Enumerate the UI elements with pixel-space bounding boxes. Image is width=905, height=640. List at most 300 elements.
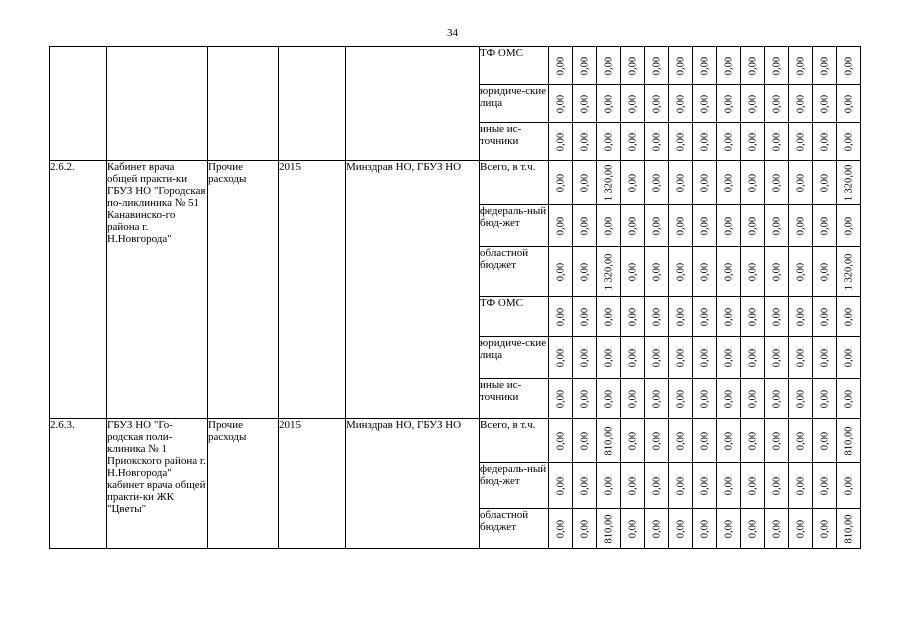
amount-cell — [597, 205, 621, 247]
amount-cell — [645, 247, 669, 297]
funding-source — [480, 85, 549, 123]
amount-value: 0,00 — [555, 173, 566, 192]
funding-source — [480, 247, 549, 297]
funding-source-label: ТФ ОМС — [480, 297, 523, 309]
amount-value: 0,00 — [675, 519, 686, 538]
amount-value: 0,00 — [627, 307, 638, 326]
amount-value: 0,00 — [555, 519, 566, 538]
amount-cell — [573, 509, 597, 549]
amount-value: 0,00 — [795, 173, 806, 192]
amount-value: 0,00 — [555, 94, 566, 113]
amount-value: 0,00 — [723, 132, 734, 151]
amount-cell — [789, 297, 813, 337]
amount-cell — [549, 205, 573, 247]
amount-value: 0,00 — [819, 348, 830, 367]
amount-value: 0,00 — [651, 476, 662, 495]
amount-value: 0,00 — [747, 173, 758, 192]
amount-cell — [837, 297, 861, 337]
amount-cell — [789, 337, 813, 379]
amount-value: 810,00 — [843, 426, 854, 455]
amount-value: 0,00 — [795, 216, 806, 235]
amount-cell — [621, 337, 645, 379]
amount-value: 0,00 — [771, 94, 782, 113]
amount-cell — [645, 509, 669, 549]
amount-value: 0,00 — [579, 431, 590, 450]
amount-cell — [765, 205, 789, 247]
amount-value: 0,00 — [555, 56, 566, 75]
amount-value: 0,00 — [651, 262, 662, 281]
amount-value: 0,00 — [723, 431, 734, 450]
funding-source — [480, 337, 549, 379]
amount-cell — [597, 123, 621, 161]
year — [279, 47, 346, 161]
amount-value: 0,00 — [627, 173, 638, 192]
amount-cell — [741, 205, 765, 247]
amount-value: 0,00 — [627, 94, 638, 113]
amount-value: 810,00 — [843, 514, 854, 543]
amount-cell — [789, 463, 813, 509]
table-row — [50, 47, 861, 85]
amount-value: 0,00 — [795, 56, 806, 75]
amount-cell — [741, 509, 765, 549]
amount-cell — [837, 161, 861, 205]
amount-cell — [573, 463, 597, 509]
amount-cell — [573, 419, 597, 463]
amount-value: 0,00 — [675, 56, 686, 75]
table-row — [50, 161, 861, 205]
item-code: 2.6.2. — [50, 161, 107, 419]
amount-value: 0,00 — [699, 56, 710, 75]
amount-value: 0,00 — [819, 132, 830, 151]
amount-cell — [597, 47, 621, 85]
amount-value: 0,00 — [699, 519, 710, 538]
amount-value: 0,00 — [843, 216, 854, 235]
amount-cell — [717, 509, 741, 549]
amount-value: 0,00 — [747, 519, 758, 538]
amount-cell — [573, 123, 597, 161]
amount-cell — [549, 47, 573, 85]
amount-cell — [669, 123, 693, 161]
amount-cell — [717, 297, 741, 337]
amount-value: 0,00 — [699, 348, 710, 367]
amount-cell — [669, 85, 693, 123]
funding-source — [480, 47, 549, 85]
amount-cell — [789, 161, 813, 205]
amount-cell — [693, 463, 717, 509]
amount-cell — [693, 297, 717, 337]
amount-value: 0,00 — [579, 173, 590, 192]
amount-cell — [645, 379, 669, 419]
amount-value: 0,00 — [819, 307, 830, 326]
amount-cell — [549, 337, 573, 379]
amount-value: 0,00 — [819, 173, 830, 192]
amount-value: 0,00 — [771, 431, 782, 450]
amount-value: 1 320,00 — [843, 253, 854, 290]
amount-value: 0,00 — [675, 132, 686, 151]
amount-value: 0,00 — [771, 173, 782, 192]
amount-cell — [837, 379, 861, 419]
amount-value: 0,00 — [579, 262, 590, 281]
amount-cell — [645, 47, 669, 85]
amount-value: 0,00 — [771, 389, 782, 408]
amount-cell — [549, 297, 573, 337]
amount-cell — [645, 205, 669, 247]
amount-value: 0,00 — [843, 307, 854, 326]
amount-value: 0,00 — [795, 476, 806, 495]
funding-source — [480, 161, 549, 205]
amount-cell — [813, 379, 837, 419]
amount-value: 0,00 — [579, 56, 590, 75]
amount-cell — [837, 247, 861, 297]
amount-value: 0,00 — [651, 56, 662, 75]
item-code — [50, 47, 107, 161]
amount-cell — [813, 123, 837, 161]
amount-cell — [597, 161, 621, 205]
amount-cell — [597, 85, 621, 123]
funding-source-label: Всего, в т.ч. — [480, 419, 536, 431]
amount-value: 0,00 — [699, 132, 710, 151]
amount-cell — [669, 161, 693, 205]
amount-value: 0,00 — [747, 94, 758, 113]
amount-cell — [573, 379, 597, 419]
amount-cell — [717, 161, 741, 205]
amount-value: 0,00 — [723, 307, 734, 326]
amount-cell — [717, 379, 741, 419]
amount-value: 0,00 — [771, 56, 782, 75]
amount-cell — [573, 85, 597, 123]
amount-cell — [645, 123, 669, 161]
amount-value: 0,00 — [651, 173, 662, 192]
amount-value: 810,00 — [603, 514, 614, 543]
amount-cell — [765, 379, 789, 419]
amount-value: 0,00 — [627, 431, 638, 450]
amount-value: 0,00 — [795, 519, 806, 538]
amount-value: 0,00 — [747, 262, 758, 281]
amount-value: 0,00 — [579, 348, 590, 367]
amount-cell — [621, 297, 645, 337]
amount-cell — [597, 337, 621, 379]
amount-cell — [789, 419, 813, 463]
amount-cell — [549, 509, 573, 549]
amount-cell — [765, 85, 789, 123]
amount-cell — [789, 123, 813, 161]
amount-value: 0,00 — [747, 307, 758, 326]
amount-cell — [837, 123, 861, 161]
amount-cell — [573, 337, 597, 379]
expense-type — [208, 47, 279, 161]
amount-cell — [837, 419, 861, 463]
amount-value: 0,00 — [723, 389, 734, 408]
amount-cell — [621, 509, 645, 549]
amount-value: 0,00 — [603, 348, 614, 367]
amount-value: 0,00 — [675, 307, 686, 326]
amount-value: 0,00 — [819, 94, 830, 113]
amount-value: 0,00 — [555, 307, 566, 326]
amount-cell — [573, 47, 597, 85]
amount-value: 0,00 — [627, 519, 638, 538]
amount-value: 0,00 — [603, 476, 614, 495]
amount-cell — [549, 379, 573, 419]
amount-value: 0,00 — [675, 348, 686, 367]
amount-cell — [693, 85, 717, 123]
amount-value: 0,00 — [675, 173, 686, 192]
funding-source — [480, 509, 549, 549]
amount-cell — [741, 47, 765, 85]
amount-cell — [693, 161, 717, 205]
amount-value: 0,00 — [651, 307, 662, 326]
amount-cell — [621, 379, 645, 419]
amount-cell — [669, 297, 693, 337]
amount-value: 0,00 — [723, 262, 734, 281]
amount-cell — [717, 247, 741, 297]
amount-value: 0,00 — [651, 216, 662, 235]
amount-cell — [741, 419, 765, 463]
amount-value: 0,00 — [627, 132, 638, 151]
amount-value: 0,00 — [699, 431, 710, 450]
amount-cell — [717, 337, 741, 379]
amount-cell — [765, 463, 789, 509]
amount-value: 0,00 — [819, 389, 830, 408]
amount-value: 0,00 — [651, 132, 662, 151]
amount-value: 0,00 — [651, 94, 662, 113]
amount-cell — [813, 247, 837, 297]
funding-source-label: юридиче-ские лица — [480, 337, 547, 361]
amount-value: 0,00 — [651, 389, 662, 408]
funding-source-label: Всего, в т.ч. — [480, 161, 536, 173]
funding-source — [480, 379, 549, 419]
amount-cell — [669, 205, 693, 247]
amount-value: 1 320,00 — [603, 164, 614, 201]
amount-value: 0,00 — [699, 307, 710, 326]
amount-value: 0,00 — [819, 476, 830, 495]
amount-value: 0,00 — [795, 132, 806, 151]
amount-value: 0,00 — [699, 94, 710, 113]
amount-cell — [669, 47, 693, 85]
amount-value: 0,00 — [675, 262, 686, 281]
amount-cell — [741, 161, 765, 205]
expense-type: Прочие расходы — [208, 419, 279, 549]
table-row — [50, 419, 861, 463]
amount-value: 0,00 — [747, 216, 758, 235]
executor: Минздрав НО, ГБУЗ НО — [346, 419, 480, 549]
amount-cell — [837, 47, 861, 85]
amount-cell — [549, 463, 573, 509]
amount-value: 0,00 — [843, 94, 854, 113]
amount-cell — [813, 297, 837, 337]
amount-value: 1 320,00 — [603, 253, 614, 290]
amount-value: 0,00 — [723, 519, 734, 538]
amount-cell — [621, 123, 645, 161]
amount-cell — [669, 379, 693, 419]
funding-source — [480, 463, 549, 509]
amount-cell — [813, 47, 837, 85]
amount-cell — [645, 463, 669, 509]
amount-cell — [765, 297, 789, 337]
amount-cell — [765, 419, 789, 463]
funding-source-label: федераль-ный бюд-жет — [480, 205, 547, 229]
amount-cell — [693, 337, 717, 379]
funding-source-label: иные ис-точники — [480, 379, 522, 403]
amount-cell — [741, 337, 765, 379]
year: 2015 — [279, 419, 346, 549]
amount-value: 0,00 — [723, 216, 734, 235]
amount-cell — [621, 161, 645, 205]
amount-cell — [813, 463, 837, 509]
funding-source-label: областной бюджет — [480, 509, 529, 533]
amount-cell — [693, 205, 717, 247]
amount-value: 0,00 — [723, 348, 734, 367]
amount-value: 0,00 — [699, 216, 710, 235]
amount-cell — [741, 379, 765, 419]
amount-cell — [693, 419, 717, 463]
amount-cell — [789, 85, 813, 123]
funding-source-label: ТФ ОМС — [480, 47, 523, 59]
amount-value: 0,00 — [579, 476, 590, 495]
amount-value: 0,00 — [819, 519, 830, 538]
item-name: Кабинет врача общей практи-ки ГБУЗ НО "Городская по-ликлиника № 51 Канавинско-го района г. Н.Новгорода" — [107, 161, 208, 419]
amount-value: 0,00 — [555, 216, 566, 235]
amount-cell — [741, 85, 765, 123]
funding-source-label: федераль-ный бюд-жет — [480, 463, 547, 487]
amount-value: 0,00 — [771, 519, 782, 538]
amount-cell — [717, 463, 741, 509]
amount-cell — [789, 205, 813, 247]
amount-cell — [837, 509, 861, 549]
amount-value: 0,00 — [579, 94, 590, 113]
amount-value: 0,00 — [723, 56, 734, 75]
amount-value: 0,00 — [723, 476, 734, 495]
amount-cell — [669, 337, 693, 379]
amount-cell — [645, 161, 669, 205]
amount-cell — [549, 85, 573, 123]
amount-cell — [693, 47, 717, 85]
amount-cell — [837, 85, 861, 123]
amount-value: 0,00 — [699, 476, 710, 495]
amount-cell — [693, 247, 717, 297]
amount-value: 0,00 — [771, 262, 782, 281]
amount-cell — [597, 463, 621, 509]
amount-value: 0,00 — [675, 431, 686, 450]
amount-value: 0,00 — [771, 216, 782, 235]
amount-value: 0,00 — [603, 94, 614, 113]
amount-cell — [573, 247, 597, 297]
amount-value: 0,00 — [795, 94, 806, 113]
amount-cell — [789, 47, 813, 85]
funding-source — [480, 297, 549, 337]
amount-cell — [573, 297, 597, 337]
amount-value: 0,00 — [651, 348, 662, 367]
amount-value: 0,00 — [603, 56, 614, 75]
amount-value: 0,00 — [579, 519, 590, 538]
amount-cell — [597, 509, 621, 549]
amount-value: 0,00 — [699, 173, 710, 192]
item-code: 2.6.3. — [50, 419, 107, 549]
funding-source — [480, 123, 549, 161]
amount-cell — [549, 247, 573, 297]
amount-cell — [837, 463, 861, 509]
funding-source-label: юридиче-ские лица — [480, 85, 547, 109]
page-number: 34 — [447, 27, 458, 39]
amount-cell — [789, 509, 813, 549]
amount-value: 0,00 — [675, 94, 686, 113]
funding-source-label: иные ис-точники — [480, 123, 522, 147]
amount-value: 0,00 — [555, 389, 566, 408]
amount-value: 0,00 — [747, 132, 758, 151]
amount-value: 0,00 — [819, 216, 830, 235]
amount-value: 0,00 — [627, 262, 638, 281]
amount-value: 0,00 — [627, 56, 638, 75]
amount-value: 0,00 — [627, 389, 638, 408]
amount-cell — [765, 337, 789, 379]
amount-cell — [765, 247, 789, 297]
amount-cell — [669, 463, 693, 509]
amount-cell — [741, 247, 765, 297]
amount-cell — [837, 205, 861, 247]
amount-value: 0,00 — [555, 476, 566, 495]
amount-cell — [597, 247, 621, 297]
amount-value: 0,00 — [819, 262, 830, 281]
amount-value: 0,00 — [771, 307, 782, 326]
amount-cell — [717, 123, 741, 161]
amount-cell — [765, 161, 789, 205]
amount-cell — [813, 337, 837, 379]
amount-value: 810,00 — [603, 426, 614, 455]
amount-cell — [573, 161, 597, 205]
amount-cell — [813, 205, 837, 247]
executor: Минздрав НО, ГБУЗ НО — [346, 161, 480, 419]
amount-value: 0,00 — [627, 216, 638, 235]
amount-cell — [813, 509, 837, 549]
amount-cell — [765, 47, 789, 85]
amount-value: 0,00 — [843, 476, 854, 495]
amount-value: 0,00 — [651, 519, 662, 538]
year: 2015 — [279, 161, 346, 419]
amount-cell — [789, 379, 813, 419]
amount-cell — [597, 419, 621, 463]
amount-cell — [813, 419, 837, 463]
amount-value: 0,00 — [747, 56, 758, 75]
amount-cell — [669, 419, 693, 463]
amount-cell — [645, 419, 669, 463]
amount-value: 0,00 — [603, 216, 614, 235]
amount-cell — [717, 85, 741, 123]
amount-cell — [645, 297, 669, 337]
amount-cell — [765, 509, 789, 549]
amount-value: 0,00 — [603, 132, 614, 151]
amount-value: 0,00 — [555, 262, 566, 281]
amount-cell — [597, 297, 621, 337]
amount-cell — [621, 463, 645, 509]
amount-value: 0,00 — [723, 94, 734, 113]
amount-value: 0,00 — [795, 431, 806, 450]
executor — [346, 47, 480, 161]
funding-table — [49, 46, 861, 549]
amount-value: 0,00 — [699, 262, 710, 281]
amount-cell — [765, 123, 789, 161]
amount-value: 0,00 — [843, 389, 854, 408]
amount-cell — [573, 205, 597, 247]
amount-cell — [837, 337, 861, 379]
amount-cell — [813, 161, 837, 205]
funding-source — [480, 205, 549, 247]
amount-cell — [717, 419, 741, 463]
item-name: ГБУЗ НО "Го-родская поли-клиника № 1 Приокского района г. Н.Новгорода" кабинет врача общей практи-ки ЖК "Цветы" — [107, 419, 208, 549]
amount-cell — [741, 297, 765, 337]
amount-cell — [693, 123, 717, 161]
amount-cell — [789, 247, 813, 297]
amount-value: 0,00 — [603, 389, 614, 408]
amount-cell — [621, 247, 645, 297]
